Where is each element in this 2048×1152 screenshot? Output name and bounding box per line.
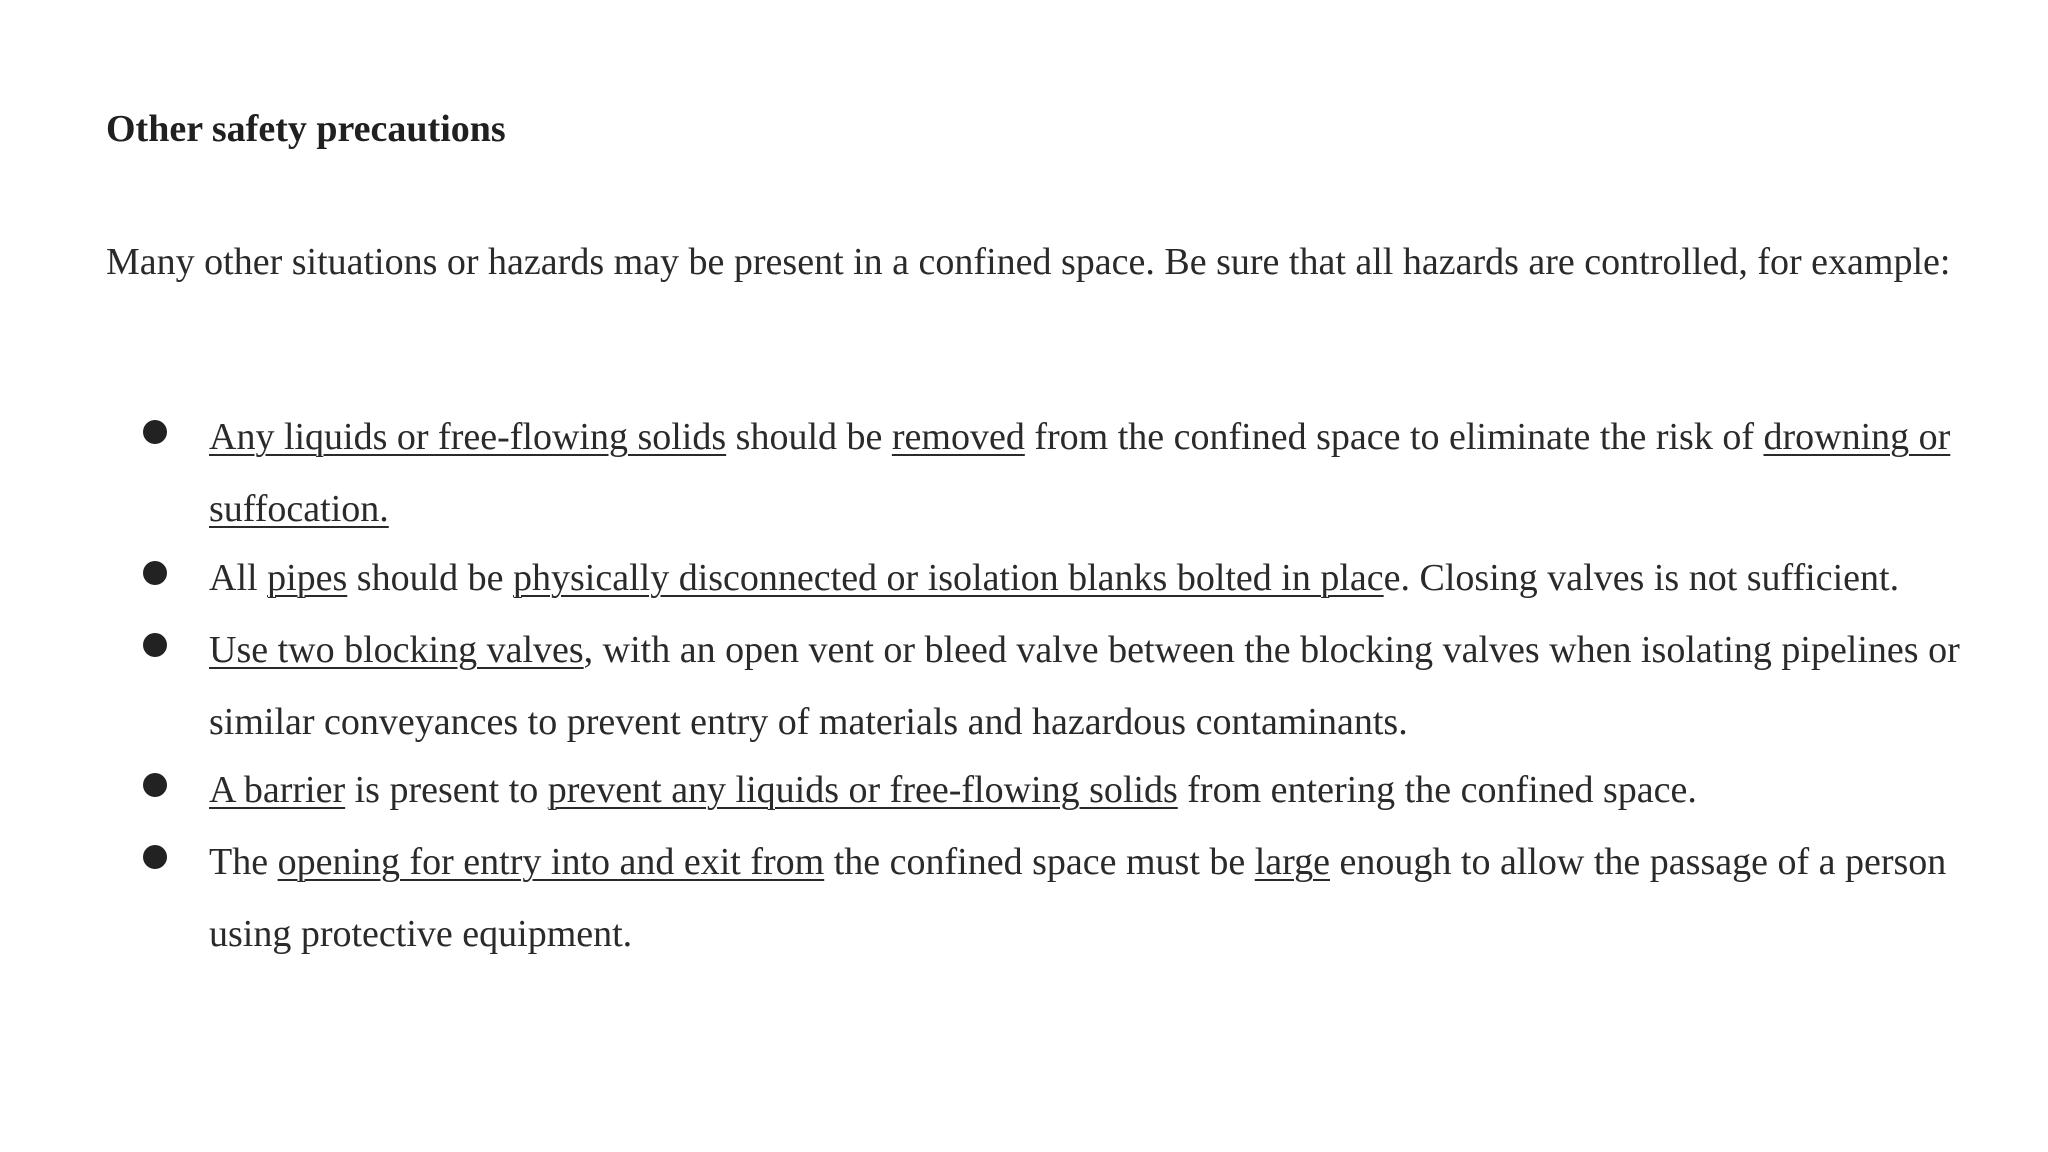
text-run: from the confined space to eliminate the risk of [1024,416,1764,458]
underlined-text: suffocation. [209,488,389,530]
bullet-icon [143,561,167,585]
underlined-text: A barrier [209,769,346,811]
underlined-text: Any liquids or free-flowing solids [209,416,727,458]
underlined-text: drowning or [1763,416,1951,458]
text-run: The [209,841,278,883]
list-item-text [209,614,2009,758]
section-heading: Other safety precautions [106,108,506,150]
text-run: should be [347,557,513,599]
underlined-text: physically disconnected or isolation blanks bolted in plac [513,557,1384,599]
list-item-text [209,826,2009,970]
underlined-text: prevent any liquids or free-flowing solids [547,769,1178,811]
underlined-text: Use two blocking valves [209,629,584,671]
text-run: is present to [345,769,548,811]
text-run: e. Closing valves is not sufficient. [1383,557,1900,599]
text-run: from entering the confined space. [1177,769,1697,811]
list-item-text [209,754,2009,826]
bullet-icon [143,773,167,797]
bullet-icon [143,420,167,444]
bullet-icon [143,633,167,657]
intro-paragraph: Many other situations or hazards may be present in a confined space. Be sure that all hazards are controlled, for example: [106,241,1951,283]
text-run: , with an open vent or bleed valve between the blocking valves when isolating pipelines or similar conveyances to prevent entry of materials and hazardous contaminants. [209,629,1960,743]
text-run: the confined space must be [824,841,1255,883]
underlined-text: removed [891,416,1025,458]
text-run: All [209,557,268,599]
list-item-text [209,542,2009,614]
bullet-icon [143,845,167,869]
underlined-text: pipes [267,557,348,599]
list-item-text [209,401,2009,545]
text-run: should be [726,416,892,458]
text-run: enough to allow the passage of a person using protective equipment. [209,841,1947,955]
underlined-text: large [1254,841,1331,883]
underlined-text: opening for entry into and exit from [277,841,825,883]
